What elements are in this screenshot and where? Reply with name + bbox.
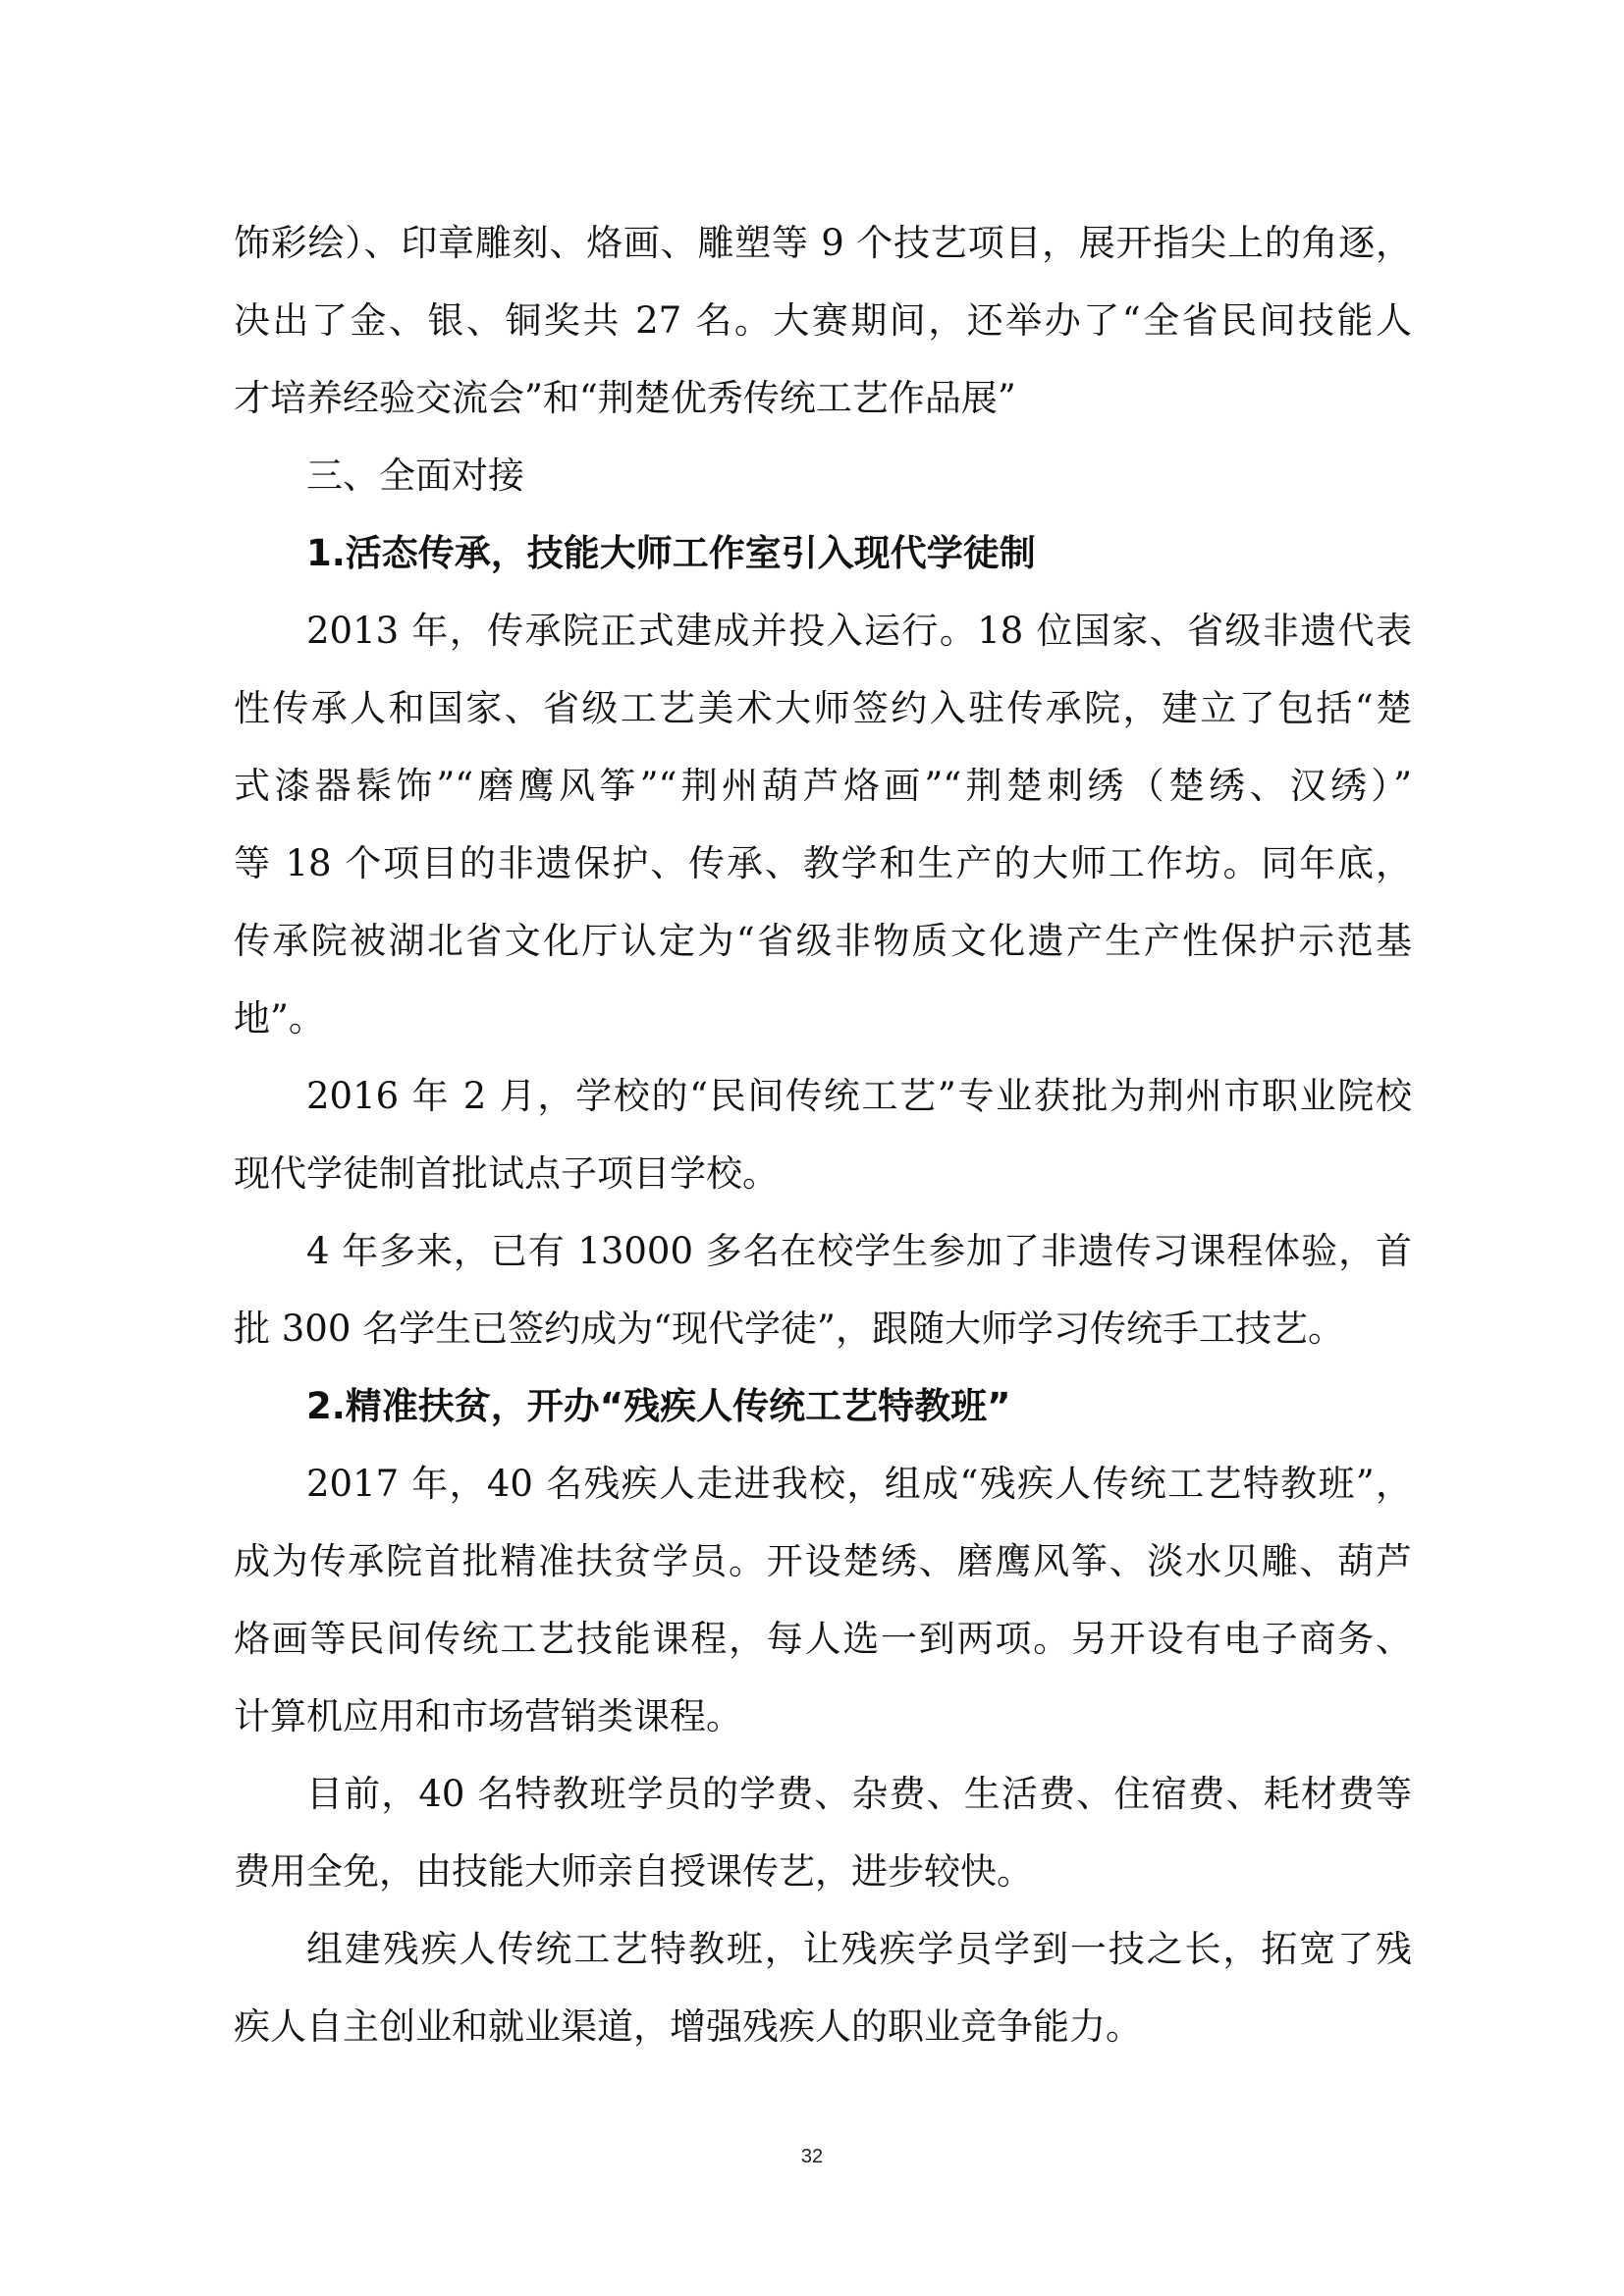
section-heading: 三、全面对接 — [306, 454, 524, 497]
text-line: 才培养经验交流会”和“荆楚优秀传统工艺作品展” — [234, 377, 1016, 419]
text-line: 组建残疾人传统工艺特教班，让残疾学员学到一技之长，拓宽了残 — [306, 1928, 1412, 1970]
text-line: 等 18 个项目的非遗保护、传承、教学和生产的大师工作坊。同年底， — [234, 842, 1412, 884]
text-line: 2013 年，传承院正式建成并投入运行。18 位国家、省级非遗代表 — [306, 610, 1412, 652]
text-line: 成为传承院首批精准扶贫学员。开设楚绣、磨鹰风筝、淡水贝雕、葫芦 — [234, 1540, 1412, 1582]
subheading-living-inheritance: 1.活态传承，技能大师工作室引入现代学徒制 — [306, 532, 1036, 574]
text-line: 4 年多来，已有 13000 多名在校学生参加了非遗传习课程体验，首 — [306, 1230, 1412, 1272]
text-line: 地”。 — [234, 997, 325, 1040]
text-line: 性传承人和国家、省级工艺美术大师签约入驻传承院，建立了包括“楚 — [234, 687, 1412, 729]
text-line: 目前，40 名特教班学员的学费、杂费、生活费、住宿费、耗材费等 — [306, 1773, 1412, 1815]
text-line: 烙画等民间传统工艺技能课程，每人选一到两项。另开设有电子商务、 — [234, 1618, 1412, 1660]
text-line: 费用全免，由技能大师亲自授课传艺，进步较快。 — [234, 1850, 1033, 1893]
page-number: 32 — [800, 2146, 824, 2167]
text-line: 饰彩绘）、印章雕刻、烙画、雕塑等 9 个技艺项目，展开指尖上的角逐， — [234, 222, 1412, 264]
text-line: 决出了金、银、铜奖共 27 名。大赛期间，还举办了“全省民间技能人 — [234, 299, 1412, 342]
paragraph — [234, 1057, 1412, 1212]
paragraph — [234, 1910, 1412, 2065]
continuation-paragraph — [234, 204, 1412, 437]
text-line: 式漆器髹饰”“磨鹰风筝”“荆州葫芦烙画”“荆楚刺绣（楚绣、汉绣）” — [234, 765, 1412, 807]
text-line: 传承院被湖北省文化厅认定为“省级非物质文化遗产生产性保护示范基 — [234, 920, 1412, 962]
text-line: 现代学徒制首批试点子项目学校。 — [234, 1152, 779, 1195]
paragraph — [234, 1445, 1412, 1755]
page-content — [234, 204, 1412, 2065]
text-line: 计算机应用和市场营销类课程。 — [234, 1695, 742, 1737]
paragraph — [234, 1755, 1412, 1910]
subheading-poverty-alleviation: 2.精准扶贫，开办“残疾人传统工艺特教班” — [306, 1385, 1011, 1427]
text-line: 2017 年，40 名残疾人走进我校，组成“残疾人传统工艺特教班”， — [306, 1463, 1412, 1505]
paragraph — [234, 592, 1412, 1057]
paragraph — [234, 1212, 1412, 1367]
text-line: 批 300 名学生已签约成为“现代学徒”，跟随大师学习传统手工技艺。 — [234, 1308, 1344, 1350]
text-line: 2016 年 2 月，学校的“民间传统工艺”专业获批为荆州市职业院校 — [306, 1075, 1412, 1117]
text-line: 疾人自主创业和就业渠道，增强残疾人的职业竞争能力。 — [234, 2005, 1142, 2048]
